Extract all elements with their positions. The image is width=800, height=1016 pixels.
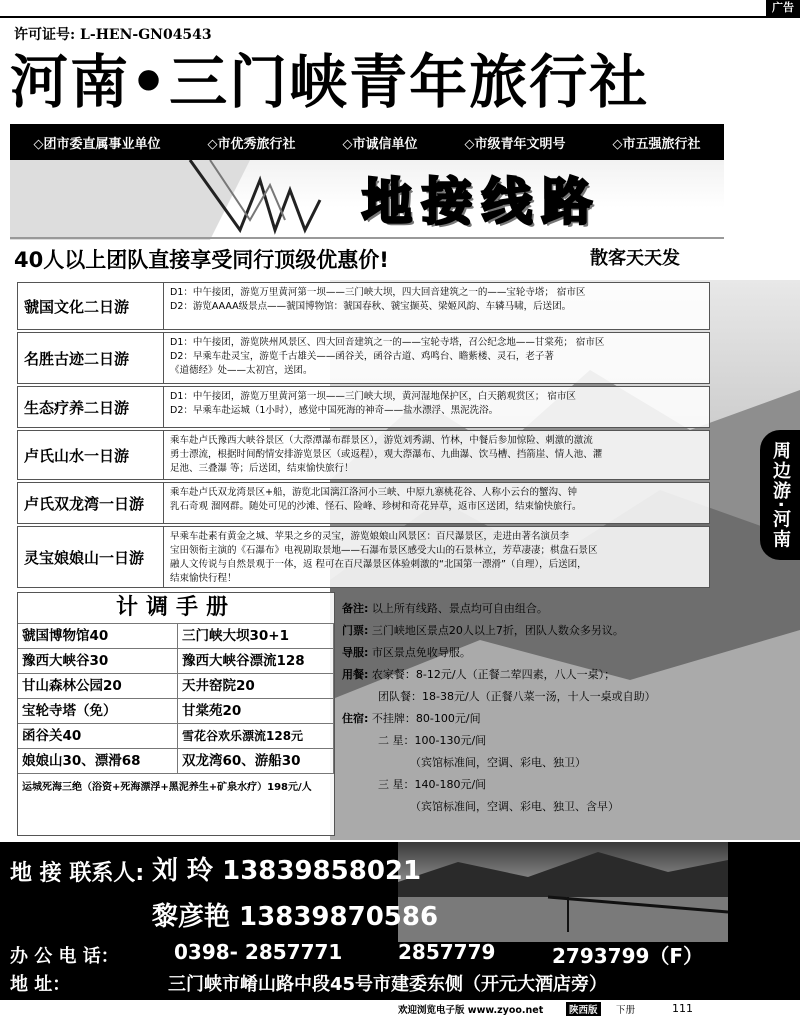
note-label: 用餐:: [342, 668, 369, 681]
page-footer: [0, 1002, 800, 1016]
ad-tag: 广告: [766, 0, 800, 16]
ticket-item: 甘山森林公园20: [18, 673, 178, 698]
tour-description: [164, 483, 709, 523]
tour-line: 融人文传说与自然景观于一体，返 程可在百尺瀑景区体验刺激的“北国第一漂滑”（自理），后送团，: [170, 559, 587, 570]
address-label: 地 址：: [10, 974, 71, 995]
office-fax: 2793799（F）: [552, 944, 704, 968]
top-rule: [0, 16, 800, 18]
footer-volume: 下册: [616, 1005, 636, 1016]
note-row: [342, 620, 722, 642]
note-row: 二 星：100-130元/间: [378, 734, 487, 747]
note-text: 农家餐：8-12元/人（正餐二荤四素，八人一桌）；: [371, 668, 616, 681]
note-row: 团队餐：18-38元/人（正餐八菜一汤，十人一桌或自助）: [378, 690, 656, 703]
ticket-item: 天井窑院20: [178, 673, 334, 698]
tour-line: 宝田领衔主演的《石瀑布》电视剧取景地——石瀑布景区感受大山的石景林立，芳草凄凄；棋盘石景区: [170, 545, 598, 556]
tour-line: D1：中午接团，游览陕州风景区、四大回音建筑之一的——宝轮寺塔，召公纪念地——甘棠苑； 宿市区: [170, 337, 605, 348]
tour-line: D1：中午接团，游览万里黄河第一坝——三门峡大坝，四大回音建筑之一的——宝轮寺塔； 宿市区: [170, 287, 586, 298]
lake-image: [398, 842, 728, 942]
tour-description: [164, 283, 709, 329]
ticket-box-title: 计调手册: [115, 595, 236, 620]
note-row: [342, 708, 722, 730]
ticket-grid: [18, 623, 334, 773]
note-row: [342, 598, 722, 620]
tour-description: [164, 527, 709, 587]
tour-name: 卢氏山水一日游: [18, 431, 164, 479]
note-text: 市区景点免收导服。: [371, 646, 471, 659]
tour-description: [164, 387, 709, 427]
contact-block: [0, 842, 800, 1000]
tour-line: D2：早乘车赴灵宝，游览千古雄关——函谷关，函谷古道、鸡鸣台、瞻紫楼、灵石，老子著: [170, 351, 554, 362]
lake-photo: [398, 842, 728, 942]
honor-item: ◇市五强旅行社: [612, 136, 701, 152]
note-row: [342, 664, 722, 686]
ticket-item: 双龙湾60、游船30: [178, 748, 334, 773]
tour-name: 生态疗养二日游: [18, 387, 164, 427]
ticket-item: 宝轮寺塔（免）: [18, 698, 178, 723]
ticket-item: 娘娘山30、漂滑68: [18, 748, 178, 773]
tour-line: 早乘车赴素有黄金之城、苹果之乡的灵宝，游览娘娘山风景区：百尺瀑景区，走进由著名演员李: [170, 531, 570, 542]
ticket-item: 雪花谷欢乐漂流128元: [178, 723, 334, 748]
office-phone-1: 0398- 2857771: [174, 940, 343, 964]
honor-item: ◇团市委直属事业单位: [33, 136, 161, 152]
service-notes: [342, 598, 722, 818]
ticket-footer: 运城死海三绝（浴资+死海漂浮+黑泥养生+矿泉水疗）198元/人: [18, 773, 334, 800]
tour-line: 足池、三叠瀑 等；后送团，结束愉快旅行！: [170, 463, 354, 474]
tour-row: [17, 482, 710, 524]
contact-person-1: 刘 玲 13839858021: [152, 856, 422, 886]
note-text: 以上所有线路、景点均可自由组合。: [371, 602, 548, 615]
tour-line: 《道德经》处——太初宫，送团。: [170, 365, 313, 376]
tour-name: 灵宝娘娘山一日游: [18, 527, 164, 587]
tour-description: [164, 431, 709, 479]
license-number: 许可证号: L-HEN-GN04543: [14, 27, 212, 43]
note-row: （宾馆标准间，空调、彩电、独卫、含早）: [410, 800, 619, 813]
contact-person-2: 黎彦艳 13839870586: [152, 902, 439, 932]
page-number: 111: [672, 1002, 693, 1015]
slogan-local-tours: 地接线路: [362, 173, 602, 231]
tour-description: [164, 333, 709, 383]
note-label: 导服:: [342, 646, 369, 659]
ticket-item: 三门峡大坝30+1: [178, 623, 334, 648]
tour-line: D1：中午接团，游览万里黄河第一坝——三门峡大坝，黄河湿地保护区，白天鹅观赏区； 宿市区: [170, 391, 576, 402]
ticket-item: 函谷关40: [18, 723, 178, 748]
promo-daily: 散客天天发: [590, 248, 680, 269]
tour-line: 乘车赴卢氏双龙湾景区+船，游览北国漓江洛河小三峡、中原九寨桃花谷、人称小云台的蟹沟、钟: [170, 487, 577, 498]
ticket-item: 甘棠苑20: [178, 698, 334, 723]
ticket-item: 豫西大峡谷漂流128: [178, 648, 334, 673]
tour-name: 虢国文化二日游: [18, 283, 164, 329]
tour-row: [17, 430, 710, 480]
address-text: 三门峡市崤山路中段45号市建委东侧（开元大酒店旁）: [168, 974, 608, 995]
tour-name: 名胜古迹二日游: [18, 333, 164, 383]
honor-item: ◇市级青年文明号: [464, 136, 566, 152]
tour-row: [17, 526, 710, 588]
tour-row: [17, 386, 710, 428]
honor-item: ◇市诚信单位: [342, 136, 418, 152]
tour-row: [17, 332, 710, 384]
tour-line: 乳石奇观 溜网群。随处可见的沙滩、怪石、险峰、珍树和奇花异草，返市区送团，结束愉快旅行。: [170, 501, 582, 512]
note-row: [342, 642, 722, 664]
tour-line: 乘车赴卢氏豫西大峡谷景区（大漈潭瀑布群景区），游览刘秀湖、竹林，中餐后参加惊险、刺激的激流: [170, 435, 593, 446]
contact-label: 地 接 联系人:: [10, 861, 145, 886]
note-label: 备注:: [342, 602, 369, 615]
note-row: （宾馆标准间，空调、彩电、独卫）: [410, 756, 586, 769]
honors-bar: [10, 124, 724, 160]
honor-item: ◇市优秀旅行社: [207, 136, 296, 152]
ticket-item: 豫西大峡谷30: [18, 648, 178, 673]
tour-line: D2：早乘车赴运城（1小时），感觉中国死海的神奇——盐水漂浮、黑泥洗浴。: [170, 405, 499, 416]
ticket-item: 虢国博物馆40: [18, 623, 178, 648]
tour-line: D2：游览AAAA级景点——虢国博物馆：虢国春秋、虢宝撷英、梁姬风韵、车辚马啸，后送团。: [170, 301, 572, 312]
note-text: 不挂牌：80-100元/间: [371, 712, 481, 725]
note-label: 门票:: [342, 624, 369, 637]
note-row: 三 星：140-180元/间: [378, 778, 487, 791]
tour-line: 结束愉快行程！: [170, 573, 237, 584]
tour-name: 卢氏双龙湾一日游: [18, 483, 164, 523]
note-label: 住宿:: [342, 712, 369, 725]
footer-site: 欢迎浏览电子版 www.zyoo.net: [398, 1005, 544, 1016]
office-phone-2: 2857779: [398, 940, 496, 964]
footer-edition: 陕西版: [566, 1002, 601, 1016]
side-tab-henan: 周边游·河南: [760, 430, 800, 560]
tour-row: [17, 282, 710, 330]
tour-line: 勇士漂流，根据时间酌情安排游览景区（或返程），观大漈瀑布、九曲瀑、饮马槽、挡箭崖、情人池、灈: [170, 449, 603, 460]
note-text: 三门峡地区景点20人以上7折，团队人数众多另议。: [371, 624, 624, 637]
promo-headline: 40人以上团队直接享受同行顶级优惠价!: [14, 248, 389, 272]
ticket-price-box: [17, 592, 335, 836]
tour-list: [17, 282, 710, 590]
office-phone-label: 办 公 电 话：: [10, 946, 119, 967]
agency-title: 河南•三门峡青年旅行社: [10, 48, 650, 116]
